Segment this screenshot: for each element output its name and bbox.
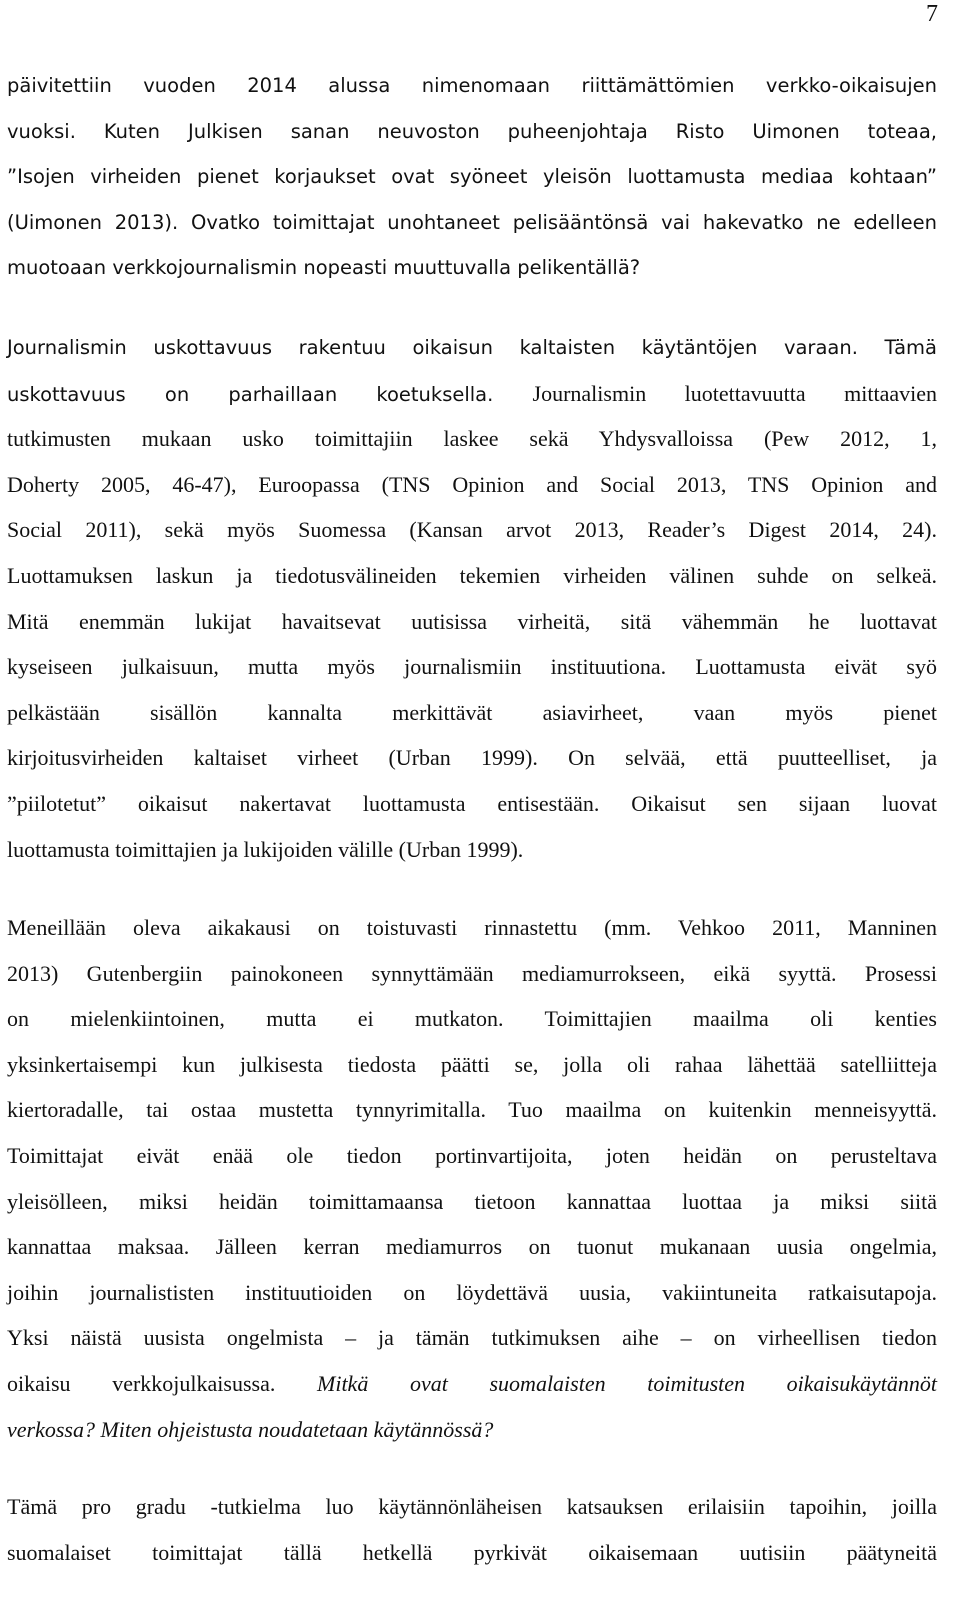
text-line: [7, 905, 937, 951]
text-segment: suomalaiset toimittajat tällä hetkellä pyrkivät oikaisemaan uutisiin päätyneitä: [7, 1539, 937, 1565]
text-segment: yleisölleen, miksi heidän toimittamaansa tietoon kannattaa luottaa ja miksi siitä: [7, 1188, 937, 1214]
text-line: [7, 1361, 937, 1407]
text-line: [7, 1087, 937, 1133]
text-segment: Meneillään oleva aikakausi on toistuvasti rinnastettu (mm. Vehkoo 2011, Manninen: [7, 915, 937, 940]
text-segment: luottamusta toimittajien ja lukijoiden välille (Urban 1999).: [7, 836, 524, 862]
text-line: [7, 1484, 937, 1530]
text-line: [7, 735, 937, 781]
text-segment: Luottamuksen laskun ja tiedotusvälineiden tekemien virheiden välinen suhde on selkeä.: [7, 562, 937, 588]
text-segment: Mitkä ovat suomalaisten toimitusten oikaisukäytännöt: [317, 1370, 937, 1396]
text-line: [7, 154, 937, 200]
paragraph-3: [7, 905, 937, 1452]
text-segment: muotoaan verkkojournalismin nopeasti muuttuvalla pelikentällä?: [7, 256, 641, 280]
text-segment: verkossa? Miten ohjeistusta noudatetaan käytännössä?: [7, 1416, 494, 1442]
text-line: [7, 1315, 937, 1361]
text-segment: Ovatko toimittajat unohtaneet pelisääntönsä vai hakevatko ne edelleen: [191, 210, 937, 234]
text-line: [7, 1224, 937, 1270]
text-segment: kiertoradalle, tai ostaa mustetta tynnyrimitalla. Tuo maailma on kuitenkin menneisyyttä.: [7, 1097, 937, 1123]
text-line: [7, 827, 937, 873]
text-segment: kyseiseen julkaisuun, mutta myös journalismiin instituutiona. Luottamusta eivät syö: [7, 654, 937, 680]
text-line: [7, 553, 937, 599]
text-segment: ”piilotetut” oikaisut nakertavat luottamusta entisestään. Oikaisut sen sijaan luovat: [7, 790, 937, 816]
text-line: [7, 1407, 937, 1453]
text-segment: yksinkertaisempi kun julkisesta tiedosta päätti se, jolla oli rahaa lähettää satelliitteja: [7, 1051, 937, 1077]
text-segment: pelkästään sisällön kannalta merkittävät asiavirheet, vaan myös pienet: [7, 699, 937, 725]
text-line: [7, 63, 937, 109]
text-segment: päivitettiin vuoden 2014 alussa nimenomaan riittämättömien verkko-oikaisujen: [7, 74, 937, 97]
text-line: [7, 1042, 937, 1088]
text-segment: kannattaa maksaa. Jälleen kerran mediamurros on tuonut mukanaan uusia ongelmia,: [7, 1234, 937, 1260]
paragraph-1: [7, 63, 937, 291]
text-segment: kirjoitusvirheiden kaltaiset virheet (Urban 1999). On selvää, että puutteelliset, ja: [7, 745, 937, 771]
text-segment: on mielenkiintoinen, mutta ei mutkaton. Toimittajien maailma oli kenties: [7, 1006, 937, 1032]
text-line: [7, 1133, 937, 1179]
text-segment: Journalismin uskottavuus rakentuu oikaisun kaltaisten käytäntöjen varaan. Tämä: [7, 336, 937, 359]
text-line: [7, 507, 937, 553]
text-segment: Journalismin luotettavuutta mittaavien: [532, 380, 937, 406]
text-segment: Doherty 2005, 46-47), Euroopassa (TNS Opinion and Social 2013, TNS Opinion and: [7, 471, 937, 497]
text-line: [7, 416, 937, 462]
text-segment: joihin journalististen instituutioiden on löydettävä uusia, vakiintuneita ratkaisutapoja.: [7, 1279, 937, 1305]
text-segment: vuoksi. Kuten Julkisen sanan neuvoston puheenjohtaja Risto Uimonen toteaa,: [7, 119, 937, 143]
text-line: [7, 1530, 937, 1576]
text-segment: tutkimusten mukaan usko toimittajiin laskee sekä Yhdysvalloissa (Pew 2012, 1,: [7, 426, 937, 452]
text-segment: Social 2011), sekä myös Suomessa (Kansan arvot 2013, Reader’s Digest 2014, 24).: [7, 517, 937, 543]
text-line: [7, 245, 937, 291]
text-segment: (Uimonen 2013).: [7, 210, 191, 234]
text-segment: Toimittajat eivät enää ole tiedon portinvartijoita, joten heidän on perusteltava: [7, 1142, 937, 1168]
text-line: [7, 644, 937, 690]
text-line: [7, 200, 937, 246]
text-line: [7, 951, 937, 997]
text-segment: 2013) Gutenbergiin painokoneen synnyttämään mediamurrokseen, eikä syyttä. Prosessi: [7, 960, 937, 986]
text-segment: ”Isojen virheiden pienet korjaukset ovat syöneet yleisön luottamusta mediaa kohtaan”: [7, 165, 937, 189]
text-segment: Tämä pro gradu -tutkielma luo käytännönläheisen katsauksen erilaisiin tapoihin, joilla: [7, 1494, 937, 1519]
text-line: [7, 1179, 937, 1225]
text-line: [7, 109, 937, 155]
text-line: [7, 996, 937, 1042]
text-line: [7, 781, 937, 827]
text-line: [7, 371, 937, 417]
text-segment: uskottavuus on parhaillaan koetuksella.: [7, 382, 533, 406]
text-segment: Yksi näistä uusista ongelmista – ja tämän tutkimuksen aihe – on virheellisen tiedon: [7, 1325, 937, 1351]
text-line: [7, 462, 937, 508]
text-line: [7, 1270, 937, 1316]
text-segment: Mitä enemmän lukijat havaitsevat uutisissa virheitä, sitä vähemmän he luottavat: [7, 608, 937, 634]
text-line: [7, 325, 937, 371]
page-number: 7: [926, 1, 938, 27]
paragraph-4: [7, 1484, 937, 1575]
text-line: [7, 599, 937, 645]
text-segment: oikaisu verkkojulkaisussa.: [7, 1370, 317, 1396]
text-line: [7, 690, 937, 736]
paragraph-2: [7, 325, 937, 872]
